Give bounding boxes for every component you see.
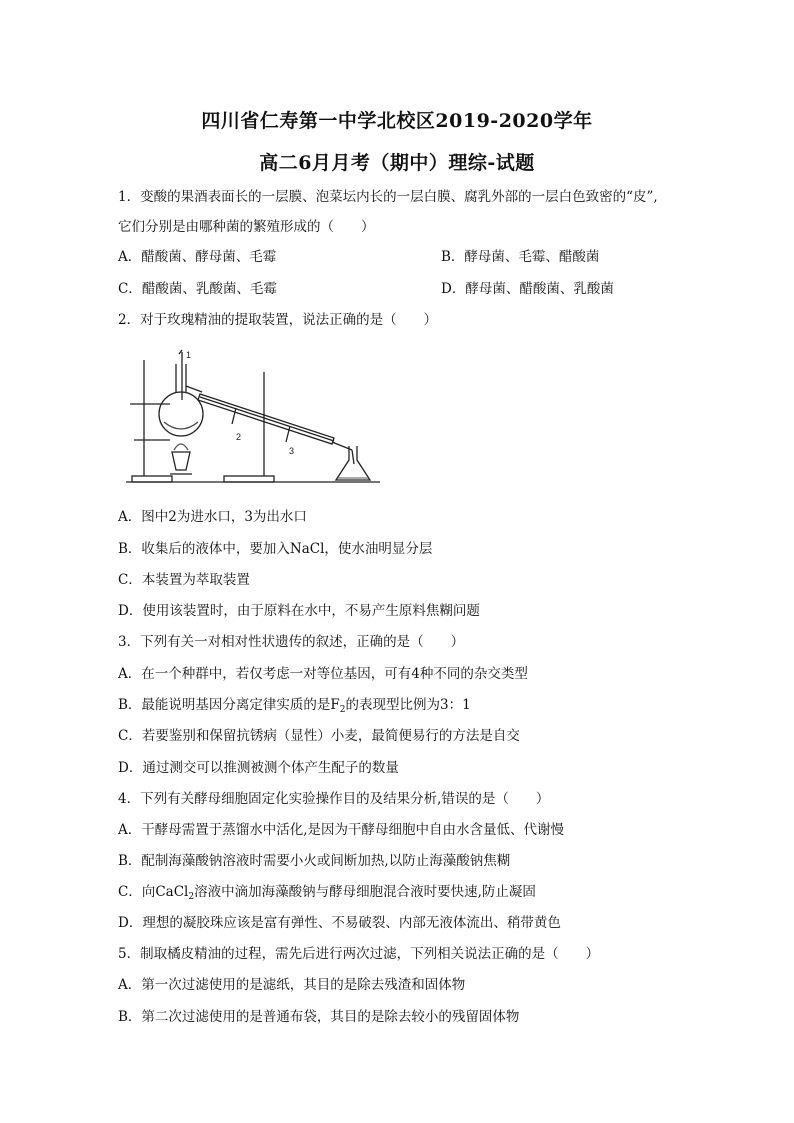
q1-option-c: C．醋酸菌、乳酸菌、毛霉: [118, 281, 277, 297]
q3-option-a: A．在一个种群中，若仅考虑一对等位基因，可有4种不同的杂交类型: [118, 666, 528, 682]
q5-option-a: A．第一次过滤使用的是滤纸，其目的是除去残渣和固体物: [118, 977, 466, 993]
q5-option-b: B．第二次过滤使用的是普通布袋，其目的是除去较小的残留固体物: [118, 1009, 520, 1025]
q4-option-c: [118, 883, 536, 901]
diagram-label-2: 2: [236, 432, 242, 442]
q3-stem: 3．下列有关一对相对性状遗传的叙述，正确的是（ ）: [118, 634, 465, 650]
exam-title-line2: 高二6月月考（期中）理综-试题: [259, 152, 535, 174]
q2-option-d: D．使用该装置时，由于原料在水中，不易产生原料焦糊问题: [118, 603, 480, 619]
q4-option-c-subscript: 2: [188, 892, 195, 902]
q4-option-d: D．理想的凝胶珠应该是富有弹性、不易破裂、内部无液体流出、稍带黄色: [118, 915, 561, 931]
q1-option-a: A．醋酸菌、酵母菌、毛霉: [118, 249, 277, 265]
q4-option-b: B．配制海藻酸钠溶液时需要小火或间断加热,以防止海藻酸钠焦糊: [118, 853, 511, 869]
q2-option-a: A．图中2为进水口，3为出水口: [118, 509, 307, 525]
q3-option-b-post: 的表现型比例为3：1: [345, 697, 471, 713]
q3-option-c: C．若要鉴别和保留抗锈病（显性）小麦，最简便易行的方法是自交: [118, 728, 520, 744]
q4-option-c-post: 溶液中滴加海藻酸钠与酵母细胞混合液时要快速,防止凝固: [194, 884, 536, 900]
diagram-label-3: 3: [289, 446, 295, 456]
q1-option-b: B．酵母菌、毛霉、醋酸菌: [441, 249, 600, 265]
q3-option-d: D．通过测交可以推测被测个体产生配子的数量: [118, 760, 399, 776]
q2-option-c: C．本装置为萃取装置: [118, 572, 250, 588]
q4-option-a: A．干酵母需置于蒸馏水中活化,是因为干酵母细胞中自由水含量低、代谢慢: [118, 822, 565, 838]
q3-option-b: [118, 696, 471, 714]
distillation-apparatus-diagram: [124, 342, 382, 492]
q5-stem: 5．制取橘皮精油的过程，需先后进行两次过滤，下列相关说法正确的是（ ）: [118, 946, 600, 962]
q4-stem: 4．下列有关酵母细胞固定化实验操作目的及结果分析,错误的是（ ）: [118, 791, 550, 807]
q2-option-b: B．收集后的液体中，要加入NaCl，使水油明显分层: [118, 541, 433, 557]
q3-option-b-subscript: 2: [339, 705, 346, 715]
exam-title-line1: 四川省仁寿第一中学北校区2019-2020学年: [201, 110, 593, 132]
q4-option-c-pre: C．向CaCl: [118, 884, 189, 900]
q2-stem: 2．对于玫瑰精油的提取装置，说法正确的是（ ）: [118, 312, 438, 328]
q3-option-b-pre: B．最能说明基因分离定律实质的是F: [118, 697, 340, 713]
diagram-label-1: 1: [186, 350, 192, 360]
q1-option-d: D．酵母菌、醋酸菌、乳酸菌: [441, 281, 614, 297]
q1-stem-line1: 1．变酸的果酒表面长的一层膜、泡菜坛内长的一层白膜、腐乳外部的一层白色致密的“皮”,: [118, 189, 658, 205]
q1-stem-line2: 它们分别是由哪种菌的繁殖形成的（ ）: [118, 219, 375, 235]
